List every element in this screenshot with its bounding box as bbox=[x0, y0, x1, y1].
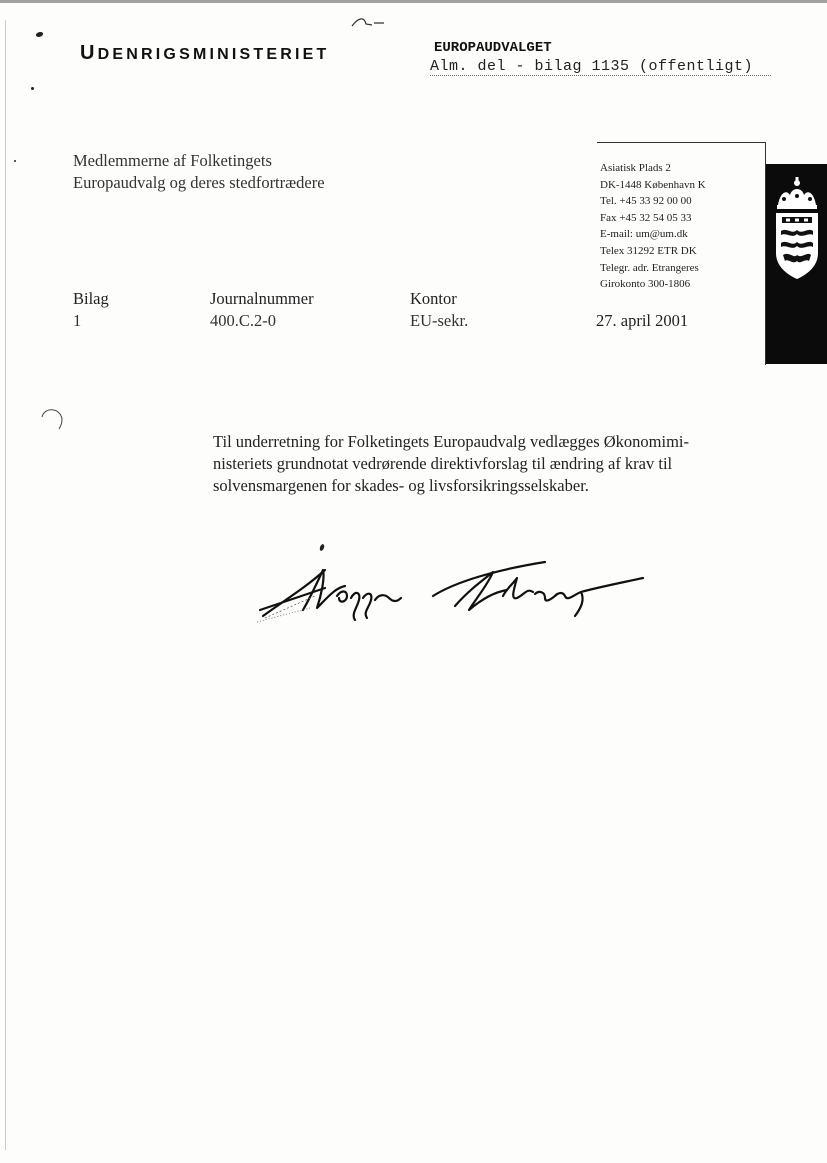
scan-top-edge bbox=[0, 0, 827, 3]
office-label: Kontor bbox=[410, 289, 457, 308]
letter-body bbox=[213, 431, 753, 497]
address-fax: Fax +45 32 54 05 33 bbox=[600, 211, 692, 224]
reference-stamp: Alm. del - bilag 1135 (offentligt) bbox=[430, 58, 771, 76]
punch-hole-mark bbox=[38, 405, 68, 431]
bilag-value: 1 bbox=[73, 311, 82, 330]
journal-label: Journalnummer bbox=[210, 289, 314, 308]
committee-stamp: EUROPAUDVALGET bbox=[434, 40, 552, 56]
body-line: nisteriets grundnotat vedrørende direktivforslag til ændring af krav til bbox=[213, 454, 673, 473]
recipient-line: Europaudvalg og deres stedfortrædere bbox=[73, 173, 325, 192]
journal-value: 400.C.2-0 bbox=[210, 311, 276, 330]
scan-left-edge bbox=[5, 20, 6, 1150]
address-city: DK-1448 København K bbox=[600, 178, 706, 191]
address-telegram: Telegr. adr. Etrangeres bbox=[600, 261, 699, 274]
body-line: Til underretning for Folketingets Europaudvalg vedlægges Økonomimi- bbox=[213, 432, 690, 451]
address-telex: Telex 31292 ETR DK bbox=[600, 244, 697, 257]
handwritten-signature bbox=[255, 548, 655, 638]
royal-crest-icon bbox=[772, 175, 822, 280]
address-phone: Tel. +45 33 92 00 00 bbox=[600, 195, 692, 208]
office-value: EU-sekr. bbox=[410, 311, 469, 330]
address-street: Asiatisk Plads 2 bbox=[600, 162, 671, 174]
body-line: solvensmargenen for skades- og livsforsikringsselskaber. bbox=[213, 476, 589, 495]
ministry-rest: DENRIGSMINISTERIET bbox=[97, 46, 330, 63]
address-block bbox=[600, 160, 706, 293]
ministry-initial: U bbox=[80, 42, 98, 64]
address-giro: Girokonto 300-1806 bbox=[600, 278, 691, 291]
letter-date: 27. april 2001 bbox=[596, 311, 689, 330]
recipient-line: Medlemmerne af Folketingets bbox=[73, 151, 272, 170]
ministry-name bbox=[80, 42, 330, 65]
recipient-block bbox=[73, 150, 325, 194]
scan-speck bbox=[31, 87, 34, 90]
bilag-label: Bilag bbox=[73, 289, 109, 308]
scan-speck bbox=[14, 160, 16, 162]
initials-mark bbox=[348, 14, 388, 30]
scan-speck bbox=[35, 32, 44, 37]
address-email: E-mail: um@um.dk bbox=[600, 228, 688, 241]
